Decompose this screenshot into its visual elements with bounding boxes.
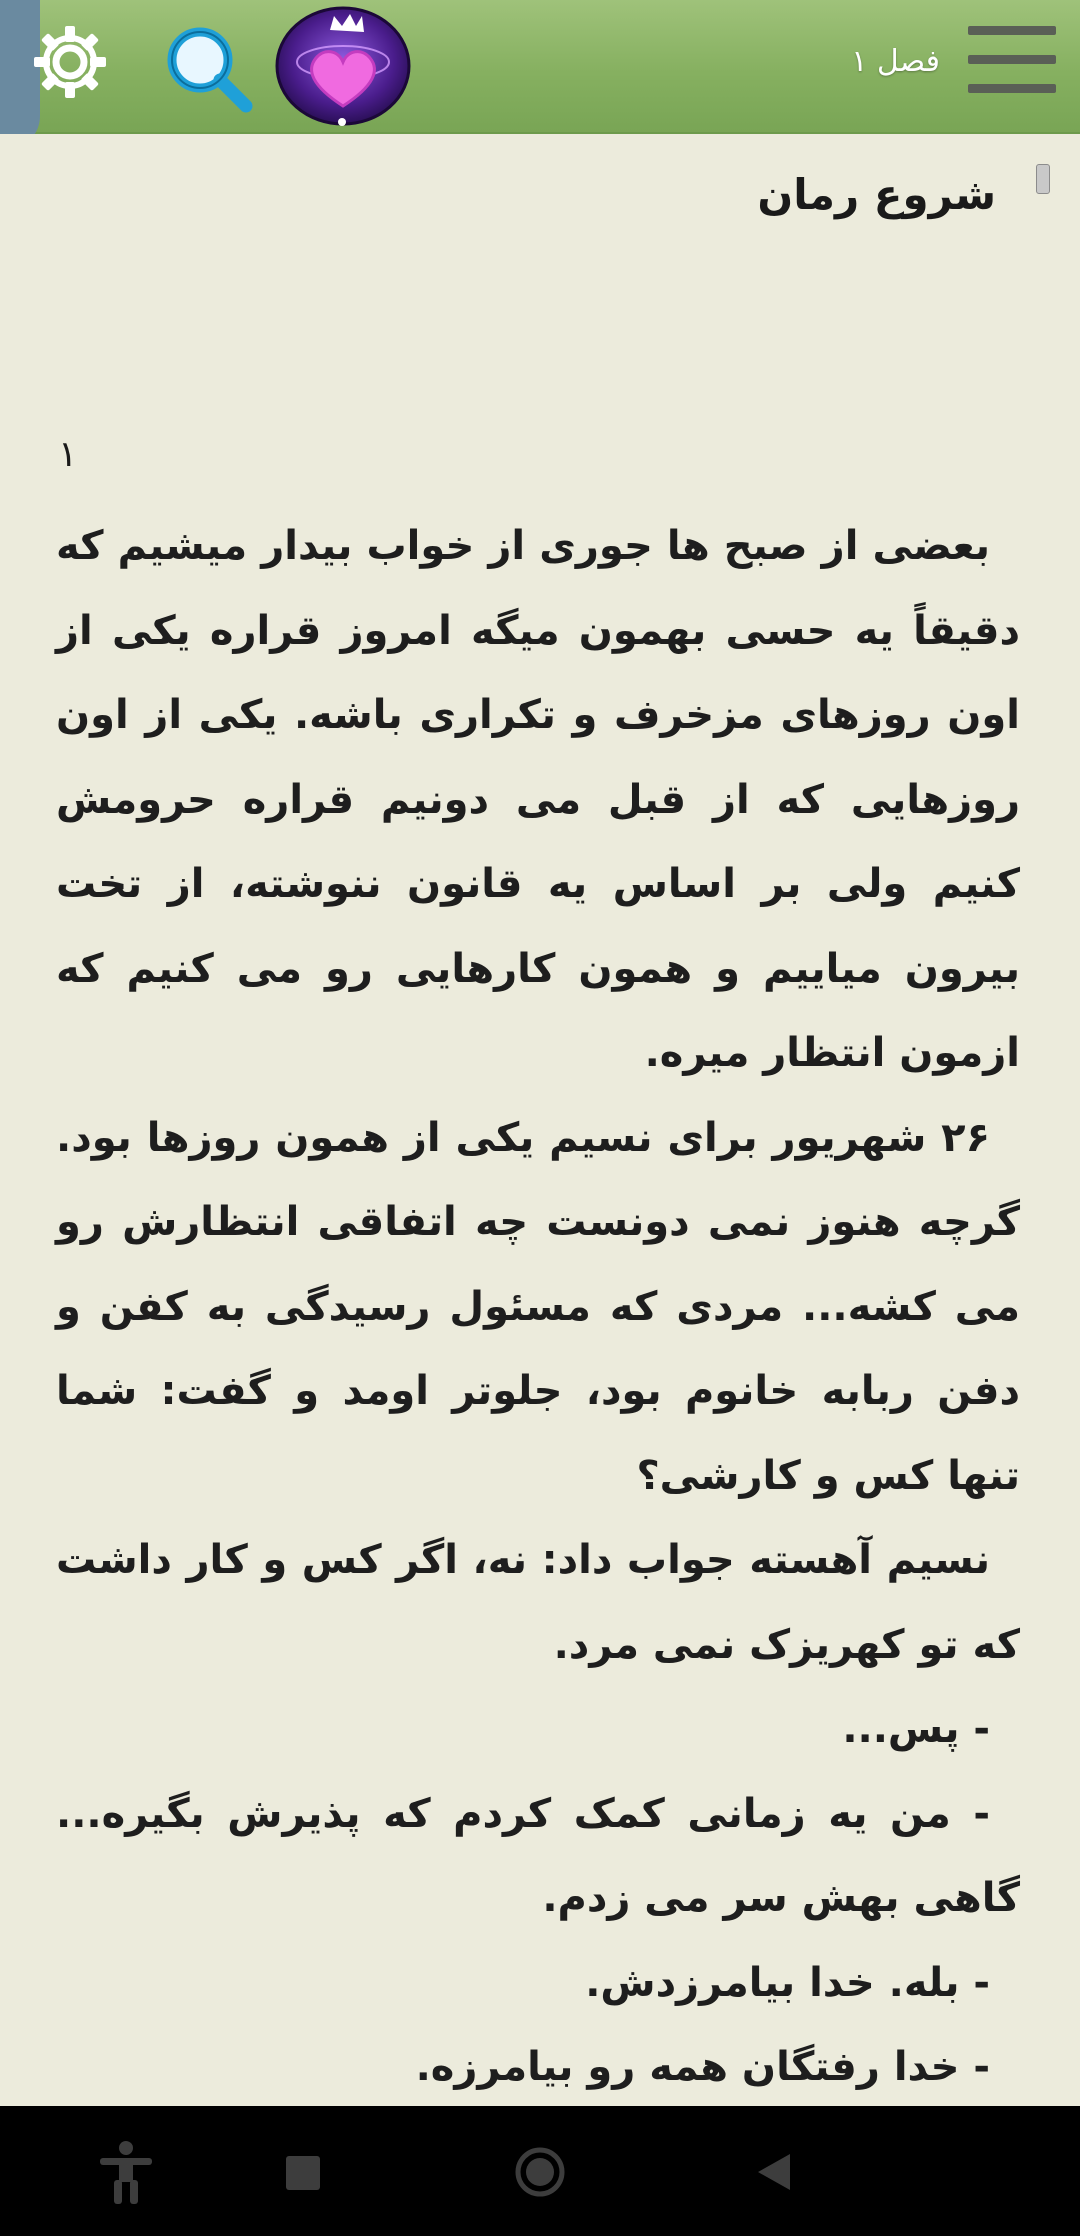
app-header [0,0,1080,134]
chapter-title: شروع رمان [757,170,996,219]
chapter-label: فصل ۱ [851,44,940,79]
back-icon[interactable] [754,2150,794,2194]
dialogue-line: - پس... [842,1706,990,1752]
hamburger-menu-icon[interactable] [968,26,1060,102]
paragraph: نسیم آهسته جواب داد: نه، اگر کس و کار داشت که تو کهریزک نمی مرد. [56,1537,1020,1668]
search-icon[interactable] [160,20,256,116]
dialogue-line: - من یه زمانی کمک کردم که پذیرش بگیره... گاهی بهش سر می زدم. [56,1790,1020,1921]
dialogue-line: - بله. خدا بیامرزدش. [585,1959,990,2006]
dialogue-line: - خدا رفتگان همه رو بیامرزه. [415,2044,990,2090]
accessibility-icon[interactable] [96,2140,156,2204]
heart-crown-logo[interactable] [272,4,414,128]
scrollbar-thumb[interactable] [1036,164,1050,194]
gear-icon[interactable] [28,20,112,104]
novel-text [56,504,1020,2194]
reader-content[interactable] [0,134,1080,2106]
system-navigation-bar [0,2106,1080,2236]
paragraph: ۲۶ شهریور برای نسیم یکی از همون روزها بود. گرچه هنوز نمی دونست چه اتفاقی انتظارش رو می کشه... مردی که مسئول رسیدگی به کفن و دفن ربابه خانوم بود، جلوتر اومد و گفت: شما تنها کس و کارشی؟ [56,1114,1020,1499]
home-icon[interactable] [514,2146,566,2198]
paragraph: بعضی از صبح ها جوری از خواب بیدار میشیم که دقیقاً یه حسی بهمون میگه امروز قراره یکی از اون روزهای مزخرف و تکراری باشه. یکی از اون روزهایی که از قبل می دونیم قراره حرومش کنیم ولی بر اساس یه قانون ننوشته، از تخت بیرون میاییم و همون کارهایی رو می کنیم که ازمون انتظار میره. [56,523,1020,1076]
recent-apps-icon[interactable] [286,2156,320,2190]
section-number: ۱ [58,434,78,475]
